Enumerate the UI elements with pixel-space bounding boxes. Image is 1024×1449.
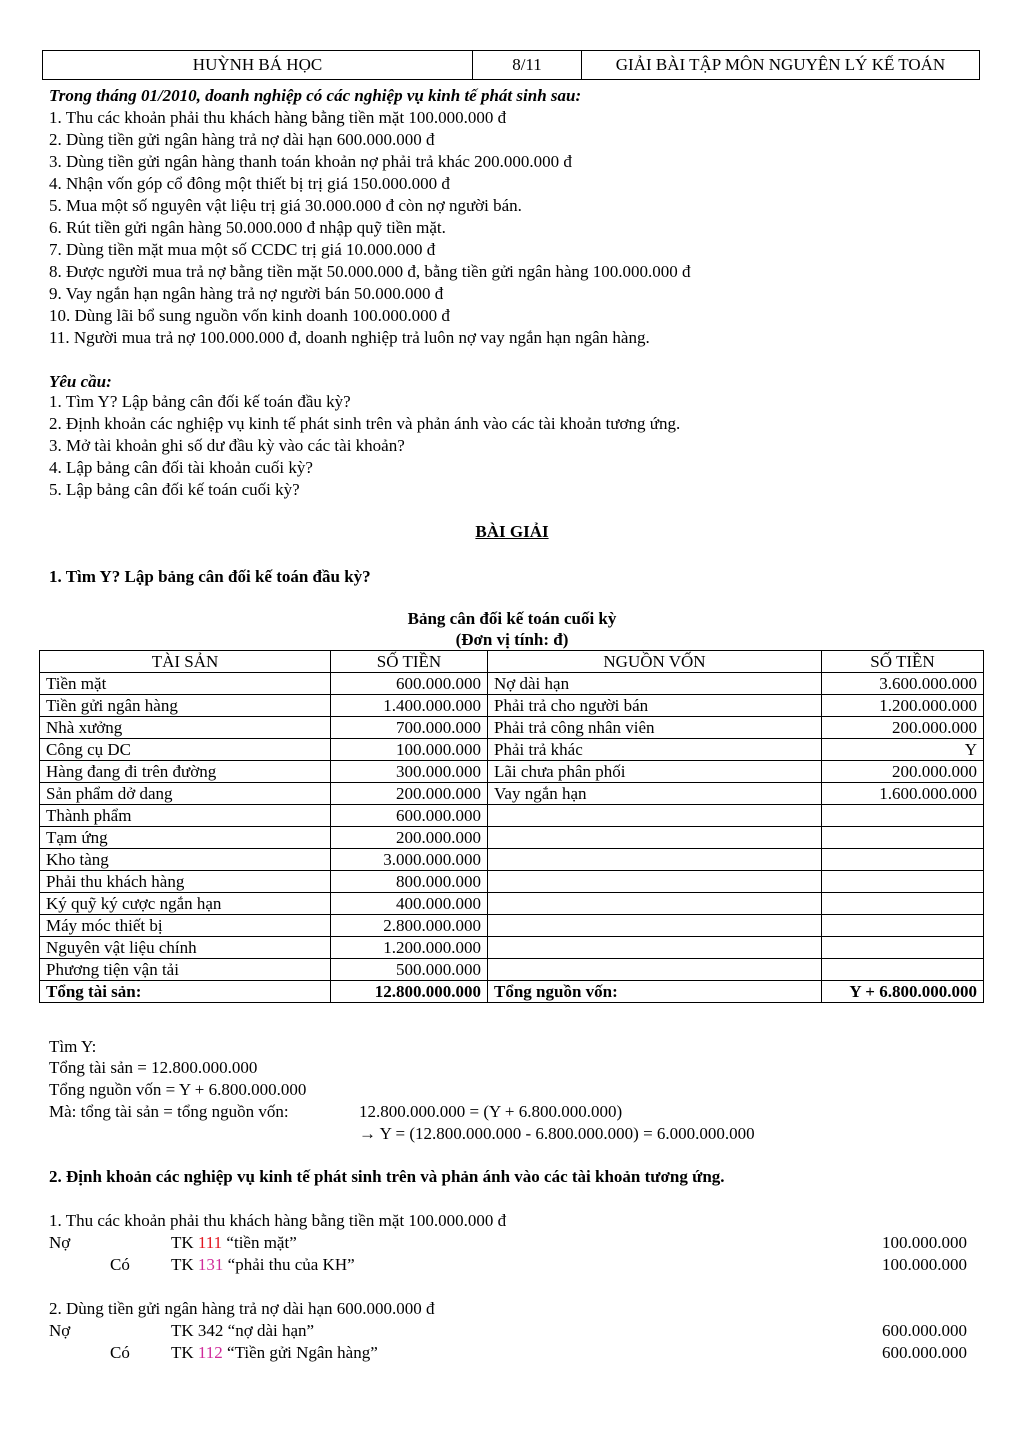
entry-description: 1. Thu các khoản phải thu khách hàng bằng tiền mặt 100.000.000 đ <box>49 1211 507 1230</box>
source-name <box>488 871 822 893</box>
asset-amount: 600.000.000 <box>331 805 488 827</box>
account-number: 131 <box>197 1255 224 1274</box>
table-row <box>40 673 984 695</box>
source-name <box>488 915 822 937</box>
account-number: 111 <box>197 1233 223 1252</box>
column-header: SỐ TIỀN <box>822 651 984 673</box>
source-name <box>488 849 822 871</box>
debit-account: TK 342 “nợ dài hạn” <box>171 1321 315 1340</box>
total-sources-label: Tổng nguồn vốn: <box>488 981 822 1003</box>
asset-amount: 2.800.000.000 <box>331 915 488 937</box>
table-row <box>40 805 984 827</box>
column-header: NGUỒN VỐN <box>488 651 822 673</box>
transaction-item: 11. Người mua trả nợ 100.000.000 đ, doanh nghiệp trả luôn nợ vay ngắn hạn ngân hàng. <box>49 328 650 347</box>
source-amount <box>822 915 984 937</box>
column-header: TÀI SẢN <box>40 651 331 673</box>
source-amount <box>822 827 984 849</box>
balance-sheet-table <box>39 650 984 1003</box>
table-row <box>40 761 984 783</box>
asset-name: Công cụ DC <box>40 739 331 761</box>
table-row <box>40 783 984 805</box>
asset-amount: 1.400.000.000 <box>331 695 488 717</box>
asset-amount: 200.000.000 <box>331 783 488 805</box>
asset-name: Tạm ứng <box>40 827 331 849</box>
source-amount <box>822 937 984 959</box>
source-amount: 200.000.000 <box>822 717 984 739</box>
credit-account: TK 112 “Tiền gửi Ngân hàng” <box>171 1343 378 1362</box>
header-page-number: 8/11 <box>473 51 582 79</box>
source-name <box>488 827 822 849</box>
asset-amount: 800.000.000 <box>331 871 488 893</box>
asset-name: Sản phẩm dở dang <box>40 783 331 805</box>
credit-label: Có <box>110 1343 130 1362</box>
asset-name: Nguyên vật liệu chính <box>40 937 331 959</box>
table-row <box>40 915 984 937</box>
transaction-item: 10. Dùng lãi bổ sung nguồn vốn kinh doanh 100.000.000 đ <box>49 306 450 325</box>
source-amount <box>822 871 984 893</box>
source-amount: 3.600.000.000 <box>822 673 984 695</box>
source-name: Phải trả cho người bán <box>488 695 822 717</box>
table-row <box>40 717 984 739</box>
transaction-item: 1. Thu các khoản phải thu khách hàng bằng tiền mặt 100.000.000 đ <box>49 108 507 127</box>
account-number: 342 <box>197 1321 224 1340</box>
find-y-line: Tổng tài sản = 12.800.000.000 <box>49 1058 258 1077</box>
transaction-item: 6. Rút tiền gửi ngân hàng 50.000.000 đ nhập quỹ tiền mặt. <box>49 218 446 237</box>
transaction-item: 8. Được người mua trả nợ bằng tiền mặt 50.000.000 đ, bằng tiền gửi ngân hàng 100.000.000 đ <box>49 262 691 281</box>
credit-account: TK 131 “phải thu của KH” <box>171 1255 355 1274</box>
source-amount: 200.000.000 <box>822 761 984 783</box>
source-name: Vay ngắn hạn <box>488 783 822 805</box>
asset-amount: 200.000.000 <box>331 827 488 849</box>
source-name <box>488 893 822 915</box>
table-row <box>40 739 984 761</box>
find-y-line: Mà: tổng tài sản = tổng nguồn vốn: <box>49 1102 289 1121</box>
table-row <box>40 849 984 871</box>
source-name: Phải trả khác <box>488 739 822 761</box>
find-y-result: → Y = (12.800.000.000 - 6.800.000.000) = 6.000.000.000 <box>359 1124 755 1143</box>
header-title: GIẢI BÀI TẬP MÔN NGUYÊN LÝ KẾ TOÁN <box>615 55 946 74</box>
transaction-item: 9. Vay ngắn hạn ngân hàng trả nợ người bán 50.000.000 đ <box>49 284 444 303</box>
source-name: Phải trả công nhân viên <box>488 717 822 739</box>
table-row <box>40 827 984 849</box>
transaction-item: 5. Mua một số nguyên vật liệu trị giá 30.000.000 đ còn nợ người bán. <box>49 196 522 215</box>
asset-amount: 600.000.000 <box>331 673 488 695</box>
find-y-label: Tìm Y: <box>49 1037 97 1056</box>
column-header: SỐ TIỀN <box>331 651 488 673</box>
transaction-item: 4. Nhận vốn góp cổ đông một thiết bị trị giá 150.000.000 đ <box>49 174 450 193</box>
table-row <box>40 695 984 717</box>
asset-amount: 400.000.000 <box>331 893 488 915</box>
header-author: HUỲNH BÁ HỌC <box>43 51 473 79</box>
source-name <box>488 937 822 959</box>
table-total-row <box>40 981 984 1003</box>
debit-amount: 100.000.000 <box>882 1233 967 1252</box>
asset-name: Phải thu khách hàng <box>40 871 331 893</box>
table-header-row <box>40 651 984 673</box>
source-amount <box>822 893 984 915</box>
entry-description: 2. Dùng tiền gửi ngân hàng trả nợ dài hạn 600.000.000 đ <box>49 1299 435 1318</box>
source-name: Lãi chưa phân phối <box>488 761 822 783</box>
asset-amount: 700.000.000 <box>331 717 488 739</box>
requirement-item: 2. Định khoản các nghiệp vụ kinh tế phát sinh trên và phản ánh vào các tài khoản tương ứng. <box>49 414 681 433</box>
source-amount <box>822 849 984 871</box>
asset-name: Tiền mặt <box>40 673 331 695</box>
credit-amount: 600.000.000 <box>882 1343 967 1362</box>
asset-name: Nhà xưởng <box>40 717 331 739</box>
debit-amount: 600.000.000 <box>882 1321 967 1340</box>
table-unit: (Đơn vị tính: đ) <box>455 630 569 649</box>
section-2-title: 2. Định khoản các nghiệp vụ kinh tế phát sinh trên và phản ánh vào các tài khoản tương ứng. <box>49 1167 725 1186</box>
table-row <box>40 871 984 893</box>
asset-amount: 100.000.000 <box>331 739 488 761</box>
debit-label: Nợ <box>49 1321 71 1340</box>
asset-name: Máy móc thiết bị <box>40 915 331 937</box>
total-assets-label: Tổng tài sản: <box>40 981 331 1003</box>
asset-amount: 3.000.000.000 <box>331 849 488 871</box>
source-name <box>488 805 822 827</box>
table-row <box>40 937 984 959</box>
total-sources-amount: Y + 6.800.000.000 <box>822 981 984 1003</box>
table-row <box>40 959 984 981</box>
page-header <box>42 50 980 80</box>
debit-account: TK 111 “tiền mặt” <box>171 1233 297 1252</box>
account-number: 112 <box>197 1343 223 1362</box>
debit-label: Nợ <box>49 1233 71 1252</box>
asset-name: Ký quỹ ký cược ngắn hạn <box>40 893 331 915</box>
transaction-item: 3. Dùng tiền gửi ngân hàng thanh toán khoản nợ phải trả khác 200.000.000 đ <box>49 152 572 171</box>
find-y-line: Tổng nguồn vốn = Y + 6.800.000.000 <box>49 1080 307 1099</box>
asset-amount: 1.200.000.000 <box>331 937 488 959</box>
requirement-item: 4. Lập bảng cân đối tài khoản cuối kỳ? <box>49 458 313 477</box>
source-name: Nợ dài hạn <box>488 673 822 695</box>
transaction-item: 7. Dùng tiền mặt mua một số CCDC trị giá 10.000.000 đ <box>49 240 436 259</box>
find-y-equation: 12.800.000.000 = (Y + 6.800.000.000) <box>359 1102 623 1121</box>
credit-label: Có <box>110 1255 130 1274</box>
source-amount: 1.600.000.000 <box>822 783 984 805</box>
asset-name: Tiền gửi ngân hàng <box>40 695 331 717</box>
asset-amount: 300.000.000 <box>331 761 488 783</box>
requirements-title: Yêu cầu: <box>49 372 112 391</box>
section-1-title: 1. Tìm Y? Lập bảng cân đối kế toán đầu kỳ? <box>49 567 371 586</box>
asset-name: Kho tàng <box>40 849 331 871</box>
asset-name: Phương tiện vận tải <box>40 959 331 981</box>
requirement-item: 1. Tìm Y? Lập bảng cân đối kế toán đầu kỳ? <box>49 392 351 411</box>
source-amount: Y <box>822 739 984 761</box>
asset-name: Thành phẩm <box>40 805 331 827</box>
asset-name: Hàng đang đi trên đường <box>40 761 331 783</box>
requirement-item: 3. Mở tài khoản ghi số dư đầu kỳ vào các tài khoản? <box>49 436 405 455</box>
source-amount: 1.200.000.000 <box>822 695 984 717</box>
credit-amount: 100.000.000 <box>882 1255 967 1274</box>
transaction-item: 2. Dùng tiền gửi ngân hàng trả nợ dài hạn 600.000.000 đ <box>49 130 435 149</box>
source-name <box>488 959 822 981</box>
total-assets-amount: 12.800.000.000 <box>331 981 488 1003</box>
solution-title: BÀI GIẢI <box>475 522 549 541</box>
source-amount <box>822 805 984 827</box>
table-title: Bảng cân đối kế toán cuối kỳ <box>407 609 617 628</box>
source-amount <box>822 959 984 981</box>
requirement-item: 5. Lập bảng cân đối kế toán cuối kỳ? <box>49 480 300 499</box>
intro-text: Trong tháng 01/2010, doanh nghiệp có các nghiệp vụ kinh tế phát sinh sau: <box>49 86 582 105</box>
asset-amount: 500.000.000 <box>331 959 488 981</box>
table-row <box>40 893 984 915</box>
